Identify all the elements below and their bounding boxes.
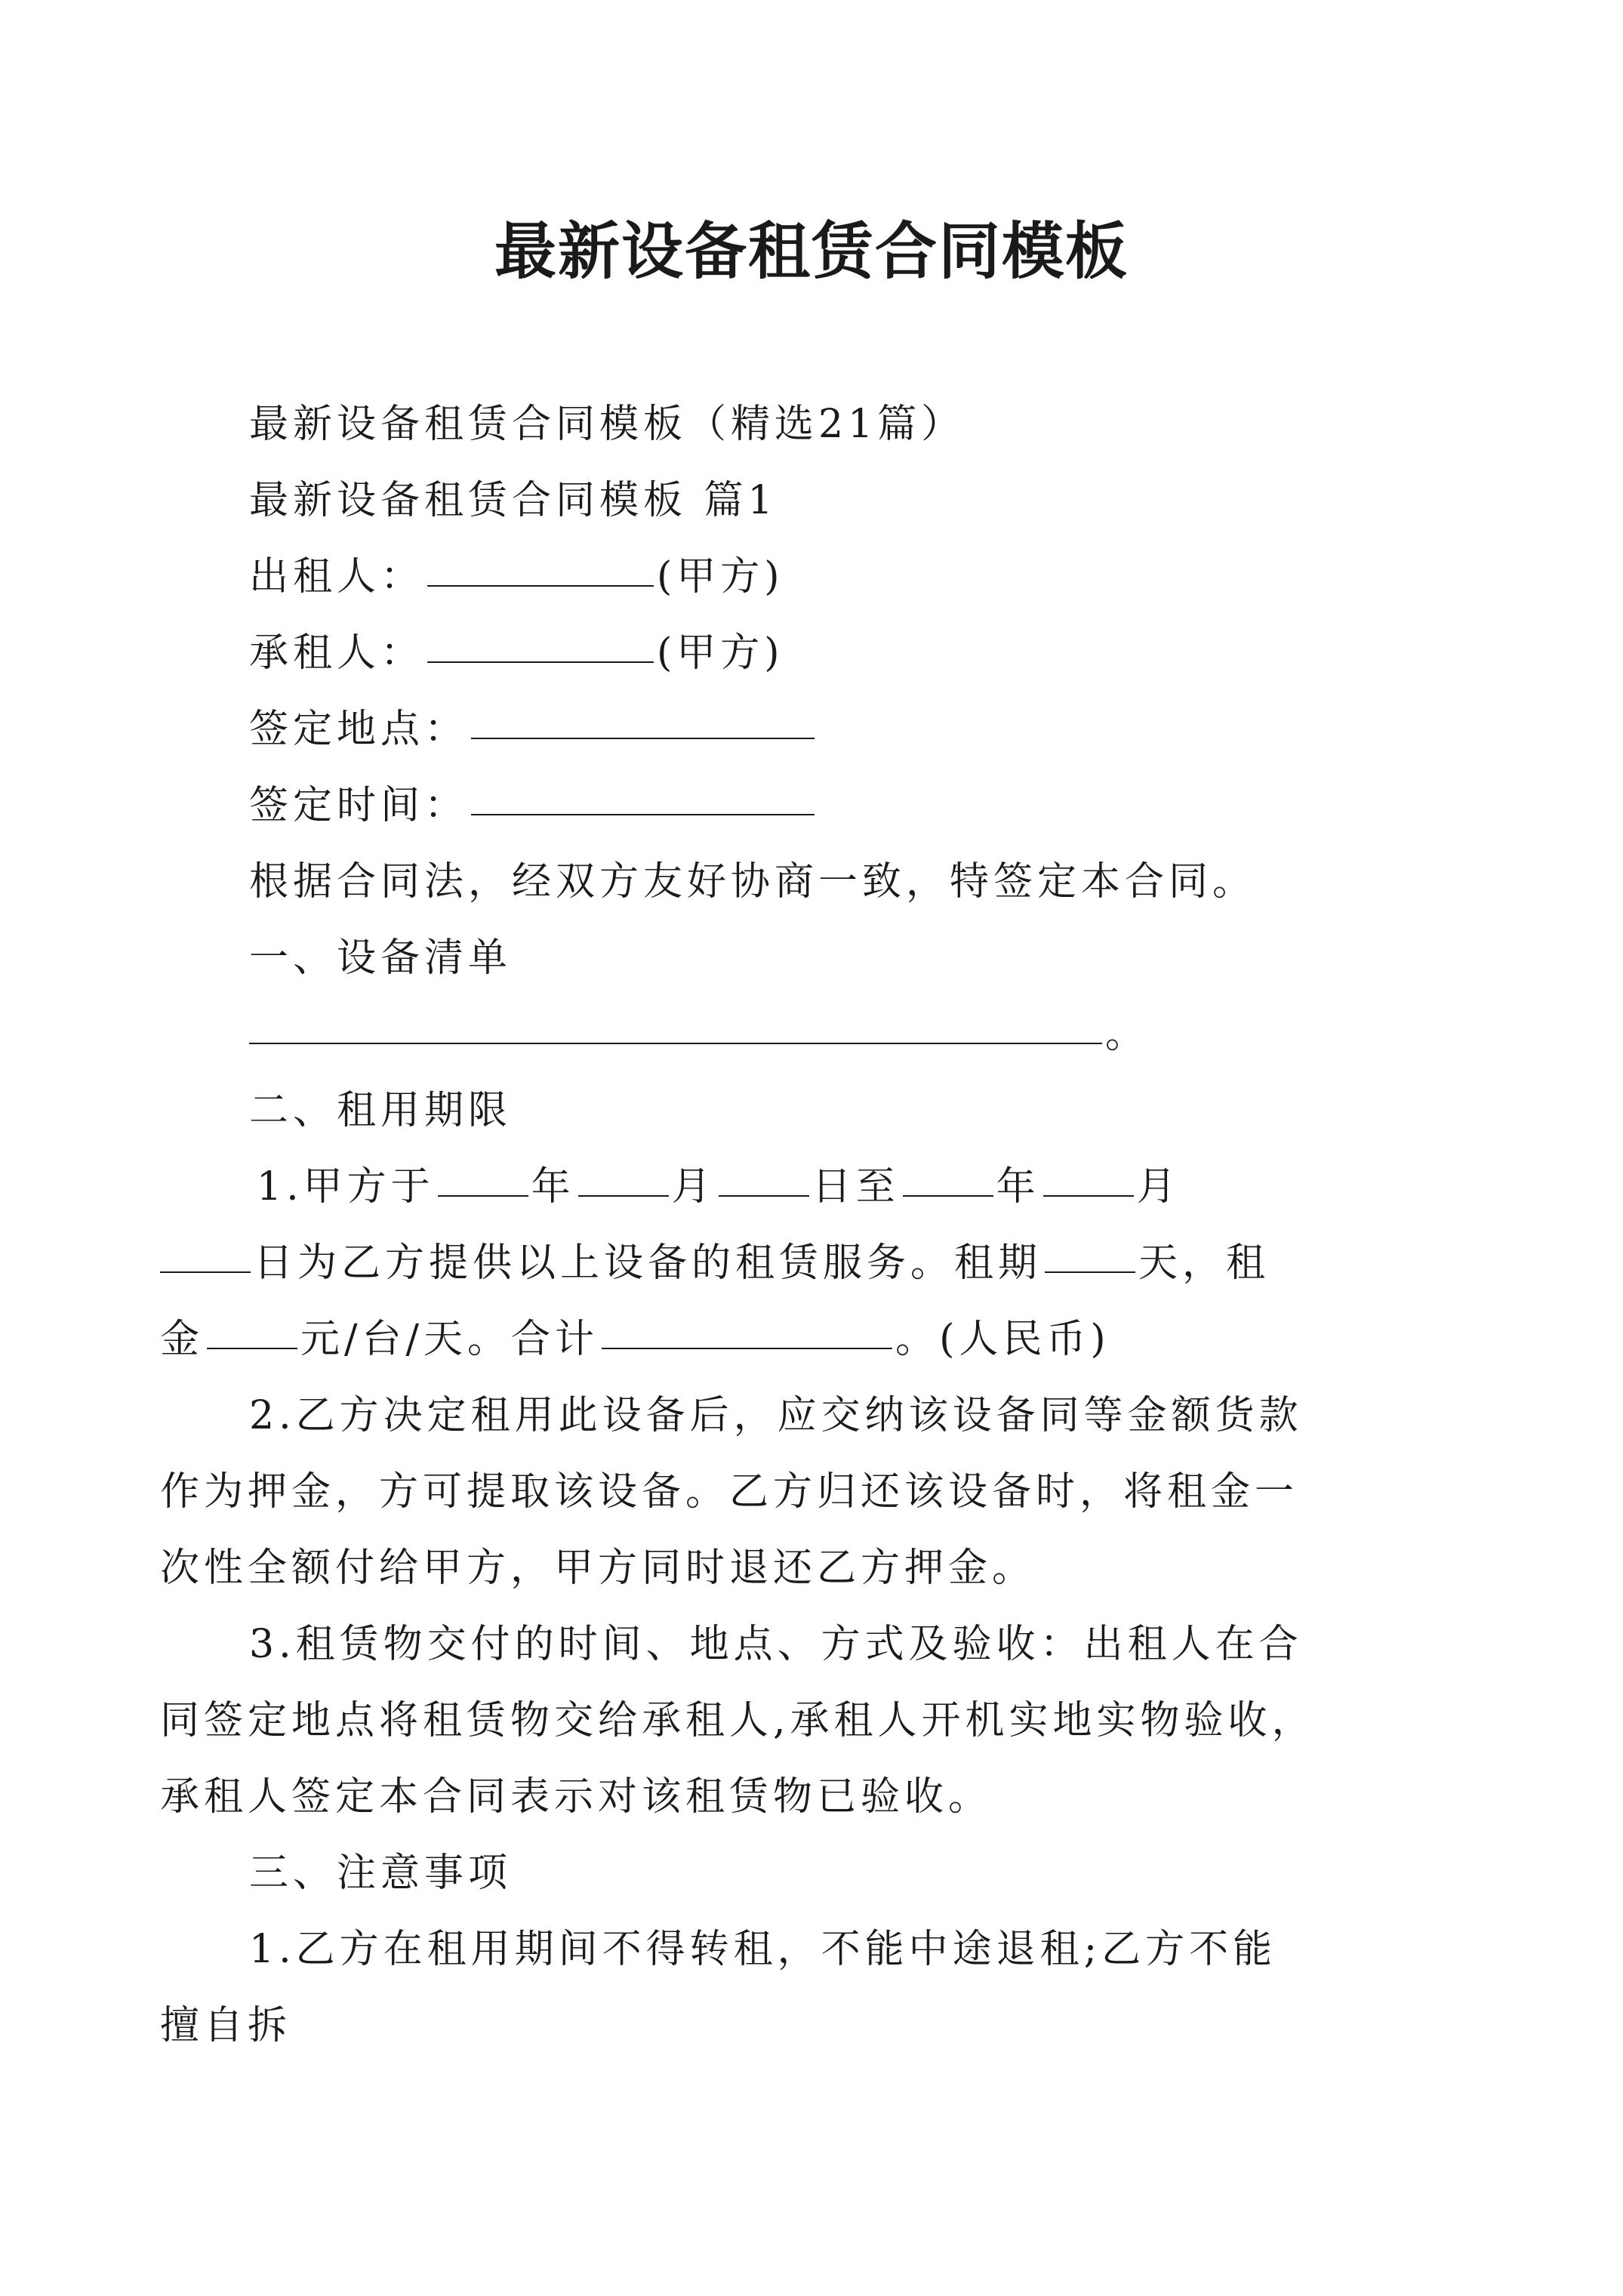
place-label: 签定地点： (249, 707, 469, 752)
start-month-blank (578, 1151, 669, 1197)
lessor-suffix: (甲方) (657, 554, 784, 599)
term-text: 年 (996, 1164, 1040, 1210)
section-1-heading: 一、设备清单 (249, 935, 513, 981)
time-line (249, 768, 1381, 844)
term-text: 日为乙方提供以上设备的租赁服务。租期 (254, 1240, 1042, 1286)
place-line (249, 692, 1381, 768)
lessor-blank (427, 541, 654, 587)
section-2-heading: 二、租用期限 (249, 1088, 513, 1133)
term-line-2 (160, 1225, 1381, 1302)
deposit-line-1: 2.乙方决定租用此设备后，应交纳该设备同等金额货款 (249, 1393, 1303, 1438)
term-text: 。(人民币) (895, 1317, 1110, 1362)
document-body (160, 387, 1381, 2064)
lessor-label: 出租人： (249, 554, 425, 599)
place-blank (471, 694, 815, 739)
end-month-blank (1043, 1151, 1134, 1197)
rent-days-blank (1045, 1228, 1135, 1273)
lessee-blank (427, 618, 654, 663)
document-title: 最新设备租赁合同模板 (494, 215, 1129, 288)
lessee-line (249, 615, 1381, 692)
term-text: 金 (160, 1317, 205, 1362)
delivery-line-1: 3.租赁物交付的时间、地点、方式及验收：出租人在合 (249, 1622, 1303, 1667)
term-text: 年 (531, 1164, 575, 1210)
notes-line-1: 1.乙方在租用期间不得转租，不能中途退租;乙方不能 (249, 1927, 1277, 1972)
equipment-list-blank (249, 999, 1102, 1044)
deposit-line-3: 次性全额付给甲方，甲方同时退还乙方押金。 (160, 1546, 1036, 1591)
intro-paragraph: 根据合同法，经双方友好协商一致，特签定本合同。 (249, 859, 1257, 905)
time-blank (471, 770, 815, 815)
delivery-line-3: 承租人签定本合同表示对该租赁物已验收。 (160, 1774, 993, 1820)
end-year-blank (903, 1151, 993, 1197)
term-line-3 (160, 1302, 1381, 1378)
lessee-label: 承租人： (249, 630, 425, 676)
section-heading: 最新设备租赁合同模板 篇1 (249, 478, 778, 523)
subtitle: 最新设备租赁合同模板（精选21篇） (249, 402, 965, 447)
start-year-blank (438, 1151, 528, 1197)
lessee-suffix: (甲方) (657, 630, 784, 676)
time-label: 签定时间： (249, 783, 469, 828)
notes-line-2: 擅自拆 (160, 2003, 292, 2048)
term-text: 天，租 (1138, 1240, 1270, 1286)
lessor-line (249, 539, 1381, 615)
term-text: 月 (1136, 1164, 1181, 1210)
daily-rent-blank (207, 1304, 297, 1349)
total-blank (602, 1304, 892, 1349)
term-text: 日至 (812, 1164, 900, 1210)
start-day-blank (719, 1151, 809, 1197)
term-line-1 (249, 1149, 1381, 1225)
term-text: 1.甲方于 (257, 1164, 435, 1210)
section-3-heading: 三、注意事项 (249, 1851, 513, 1896)
term-text: 月 (671, 1164, 716, 1210)
term-text: 元/台/天。合计 (300, 1317, 599, 1362)
end-day-blank (160, 1228, 251, 1273)
deposit-line-2: 作为押金，方可提取该设备。乙方归还该设备时，将租金一 (160, 1469, 1299, 1515)
equipment-list-end: 。 (1105, 1012, 1150, 1057)
delivery-line-2: 同签定地点将租赁物交给承租人,承租人开机实地实物验收， (160, 1698, 1316, 1743)
equipment-list-line (249, 997, 1381, 1073)
